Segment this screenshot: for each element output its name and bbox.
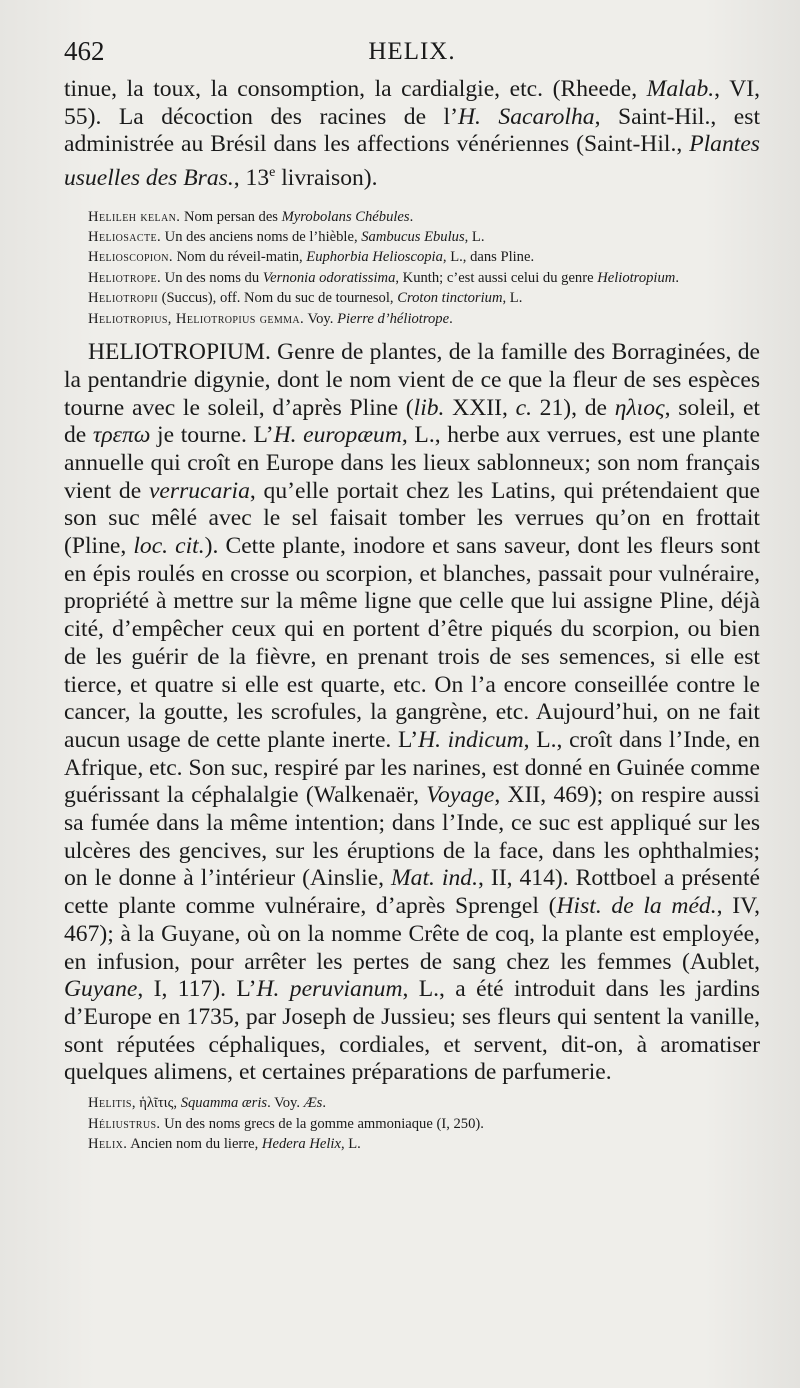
heliotropium-article: HELIOTROPIUM. Genre de plantes, de la famille des Borraginées, de la pentandrie digynie, dont le nom vient de ce que la fleur de ses espèces tourne avec le soleil, d’après Pline (lib. XXII, c. 21), de ηλιος, soleil, et de τρεπω je tourne. L’H. europæum, L., herbe aux verrues, est une plante annuelle qui croît en Europe dans les lieux sablonneux; son nom français vient de verrucaria, qu’elle portait chez les Latins, qui prétendaient que son suc mêlé avec le sel faisait tomber les verrues qu’on en frottait (Pline, loc. cit.). Cette plante, inodore et sans saveur, dont les fleurs sont en épis roulés en crosse ou scorpion, et blanches, passait pour vulnéraire, propriété à mettre sur la même ligne que celle que lui assigne Pline, déjà cité, d’empêcher ceux qui en portent d’être piqués du scorpion, ou bien de les guérir de la fièvre, en prenant trois de ses semences, si elle est tierce, et quatre si elle est quarte, etc. On l’a encore conseillée contre le cancer, la goutte, les scrofules, la gangrène, etc. Aujourd’hui, on ne fait aucun usage de cette plante inerte. L’H. indicum, L., croît dans l’Inde, en Afrique, etc. Son suc, respiré par les narines, est donné en Guinée comme guérissant la céphalalgie (Walkenaër, Voyage, XII, 469); on respire aussi sa fumée dans la même intention; dans l’Inde, ce suc est appliqué sur les ulcères des gencives, sur les éruptions de la face, dans les ophthalmies; on le donne à l’intérieur (Ainslie, Mat. ind., II, 414). Rottboel a présenté cette plante comme vulnéraire, d’après Sprengel (Hist. de la méd., IV, 467); à la Guyane, où on la nomme Crête de coq, la plante est employée, en infusion, pour arrêter les pertes de sang chez les femmes (Aublet, Guyane, I, 117). L’H. peruvianum, L., a été introduit dans les jardins d’Europe en 1735, par Joseph de Jussieu; ses fleurs qui sentent la vanille, sont réputées céphaliques, cordiales, et servent, dit-on, à aromatiser quelques alimens, et certaines préparations de parfumerie. (64, 339, 761, 1086)
continuation-paragraph: tinue, la toux, la consomption, la cardialgie, etc. (Rheede, Malab., VI, 55). La décoction des racines de l’H. Sacarolha, Saint-Hil., est administrée au Brésil dans les affections vénériennes (Saint-Hil., Plantes usuelles des Bras., 13e livraison). (64, 76, 761, 191)
running-head: HELIX. (368, 38, 456, 65)
entry-helitis: Helitis, ἡλῖτις, Squamma æris. Voy. Æs. (88, 1095, 327, 1112)
minor-entries-top (64, 207, 760, 329)
entry-helioscopion: Helioscopion. Nom du réveil-matin, Euphorbia Helioscopia, L., dans Pline. (88, 249, 535, 266)
entry-heliotrope: Heliotrope. Un des noms du Vernonia odoratissima, Kunth; c’est aussi celui du genre Heliotropium. (88, 269, 679, 286)
minor-entries-bottom (64, 1093, 760, 1154)
entry-heliotropius: Heliotropius, Heliotropius gemma. Voy. Pierre d’héliotrope. (88, 310, 453, 327)
entry-heliustrus: Héliustrus. Un des noms grecs de la gomme ammoniaque (I, 250). (88, 1115, 484, 1132)
page-header (64, 36, 760, 76)
entry-helix: Helix. Ancien nom du lierre, Hedera Helix, L. (88, 1135, 361, 1152)
entry-heliotropii: Heliotropii (Succus), off. Nom du suc de tournesol, Croton tinctorium, L. (88, 290, 523, 307)
entry-helileh-kelan: Helileh kelan. Nom persan des Myrobolans Chébules. (88, 208, 414, 225)
page-number: 462 (64, 36, 105, 66)
entry-heliosacte: Heliosacte. Un des anciens noms de l’hièble, Sambucus Ebulus, L. (88, 229, 485, 246)
